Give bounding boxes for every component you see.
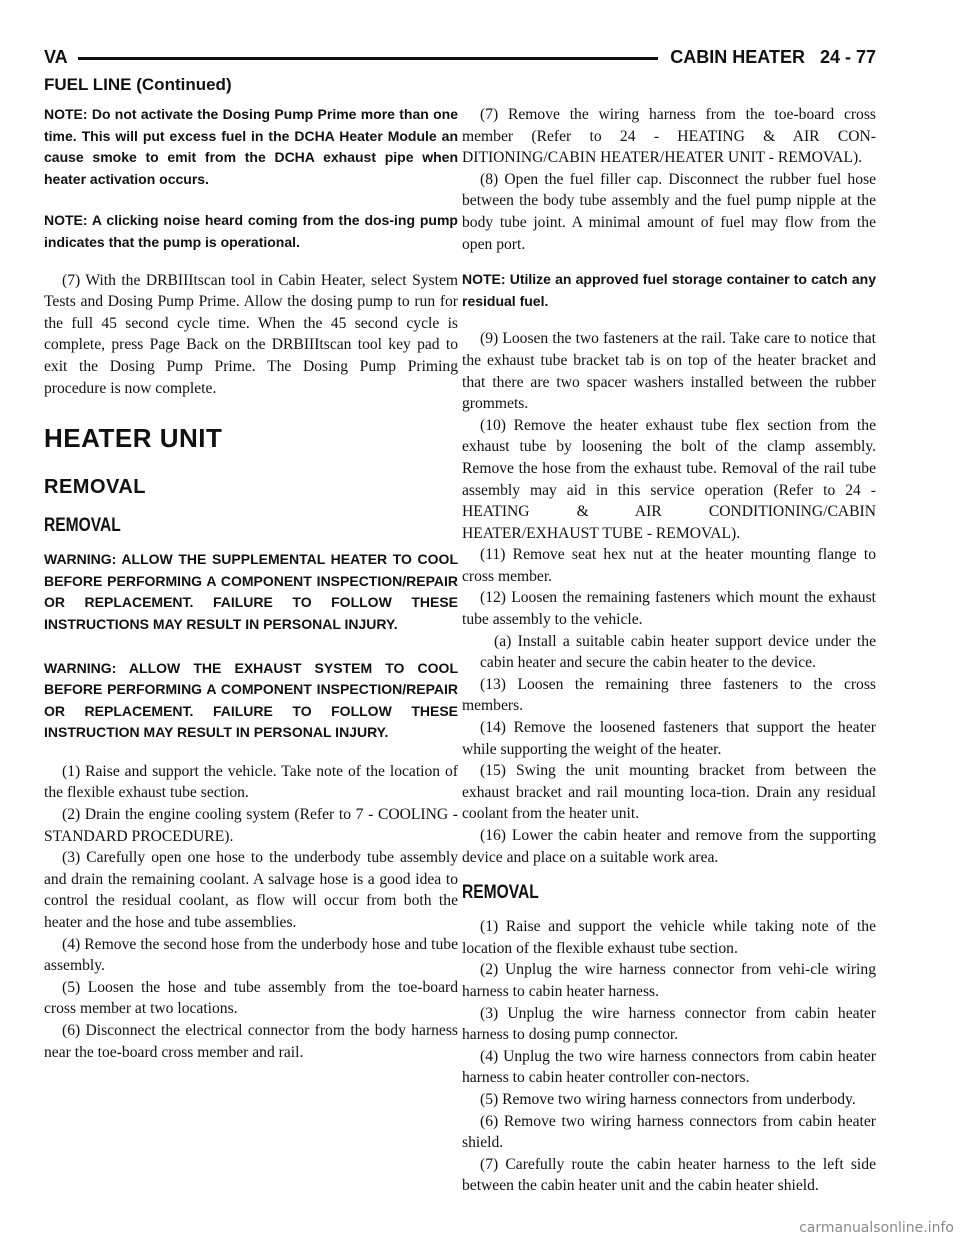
removal2-step: (6) Remove two wiring harness connectors from cabin heater shield. [462,1112,876,1152]
removal-step: (16) Lower the cabin heater and remove from the supporting device and place on a suitable work area. [462,827,876,866]
heading-heater-unit: HEATER UNIT [44,423,223,454]
note-clicking-noise: NOTE: A clicking noise heard coming from the dos-ing pump indicates that the pump is operational. [44,212,458,250]
right-column [462,104,876,1197]
warning-supplemental-heater: WARNING: ALLOW THE SUPPLEMENTAL HEATER TO COOL BEFORE PERFORMING A COMPONENT INSPECTION/REPAIR OR REPLACEMENT. FAILURE TO FOLLOW THESE INSTRUCTIONS MAY RESULT IN PERSONAL INJURY. [44,551,458,632]
removal-step: (10) Remove the heater exhaust tube flex section from the exhaust tube by loosening the bolt of the clamp assembly. Remove the hose from the exhaust tube. Removal of the rail tube assembly may aid in this service operation (Refer to 24 - HEATING & AIR CONDITIONING/CABIN HEATER/EXHAUST TUBE - REMOVAL). [462,416,876,542]
removal-step: (3) Carefully open one hose to the underbody tube assembly and drain the remaining coolant. A salvage hose is a good idea to control the residual coolant, as flow will occur from both the heater and the hose and tube assemblies. [44,849,458,932]
watermark: carmanualsonline.info [799,1220,954,1236]
removal-step: (13) Loosen the remaining three fasteners to the cross members. [462,675,876,715]
header-rule [78,57,659,60]
header-section-code: VA [44,46,68,67]
removal-step: (12) Loosen the remaining fasteners which mount the exhaust tube assembly to the vehicle. [462,589,876,629]
heading-removal: REMOVAL [44,476,147,499]
removal-step: (11) Remove seat hex nut at the heater mounting flange to cross member. [462,546,876,585]
removal2-step: (2) Unplug the wire harness connector from vehi-cle wiring harness to cabin heater harness. [462,961,876,1000]
removal-step: (1) Raise and support the vehicle. Take note of the location of the flexible exhaust tube section. [44,762,458,802]
removal2-step: (7) Carefully route the cabin heater harness to the left side between the cabin heater unit and the cabin heater shield. [462,1155,876,1195]
removal-step: (4) Remove the second hose from the underbody hose and tube assembly. [44,935,458,975]
removal-step: (14) Remove the loosened fasteners that support the heater while supporting the weight of the heater. [462,719,876,758]
removal-step: (7) Remove the wiring harness from the toe-board cross member (Refer to 24 - HEATING & AIR CON-DITIONING/CABIN HEATER/HEATER UNIT - REMOVAL). [462,106,876,167]
removal-step: (9) Loosen the two fasteners at the rail. Take care to notice that the exhaust tube bracket tab is on top of the heater bracket and that there are two spacer washers installed between the rubber grommets. [462,330,876,413]
removal-step: (8) Open the fuel filler cap. Disconnect the rubber fuel hose between the body tube assembly and the fuel pump nipple at the body tube joint. A minimal amount of fuel may flow from the open port. [462,170,876,253]
removal2-step: (1) Raise and support the vehicle while taking note of the location of the flexible exhaust tube section. [462,918,876,957]
warning-exhaust-system: WARNING: ALLOW THE EXHAUST SYSTEM TO COOL BEFORE PERFORMING A COMPONENT INSPECTION/REPAIR OR REPLACEMENT. FAILURE TO FOLLOW THESE INSTRUCTION MAY RESULT IN PERSONAL INJURY. [44,659,458,741]
removal2-step: (3) Unplug the wire harness connector from cabin heater harness to dosing pump connector. [462,1004,876,1044]
heading-removal-2: REMOVAL [462,882,539,904]
removal2-step: (4) Unplug the two wire harness connectors from cabin heater harness to cabin heater controller con-nectors. [462,1047,876,1087]
removal-step: (2) Drain the engine cooling system (Refer to 7 - COOLING - STANDARD PROCEDURE). [44,806,458,845]
note-prime-once: NOTE: Do not activate the Dosing Pump Prime more than one time. This will put excess fuel in the DCHA Heater Module an cause smoke to emit from the DCHA exhaust pipe when heater activation occurs. [44,106,458,187]
removal-step: (15) Swing the unit mounting bracket from between the exhaust bracket and rail mounting loca-tion. Drain any residual coolant from the heater unit. [462,762,876,823]
heading-removal-sub: REMOVAL [44,515,121,537]
step-7-drbiii: (7) With the DRBIIItscan tool in Cabin Heater, select System Tests and Dosing Pump Prime. Allow the dosing pump to run for the full 45 second cycle time. When the 45 second cycle is complete, press Page Back on the DRBIIItscan tool key pad to exit the Dosing Pump Prime. The Dosing Pump Priming procedure is now complete. [44,271,458,397]
removal-step: (6) Disconnect the electrical connector from the body harness near the toe-board cross member and rail. [44,1022,458,1061]
note-fuel-container: NOTE: Utilize an approved fuel storage container to catch any residual fuel. [462,271,876,309]
continued-heading: FUEL LINE (Continued) [44,75,232,94]
page-header [44,46,876,68]
removal-step: (5) Loosen the hose and tube assembly from the toe-board cross member at two locations. [44,978,458,1018]
header-page-ref: CABIN HEATER 24 - 77 [670,46,876,67]
removal2-step: (5) Remove two wiring harness connectors from underbody. [480,1090,856,1108]
left-column [44,104,458,1063]
removal-substep-a: (a) Install a suitable cabin heater support device under the cabin heater and secure the cabin heater to the device. [480,632,876,672]
